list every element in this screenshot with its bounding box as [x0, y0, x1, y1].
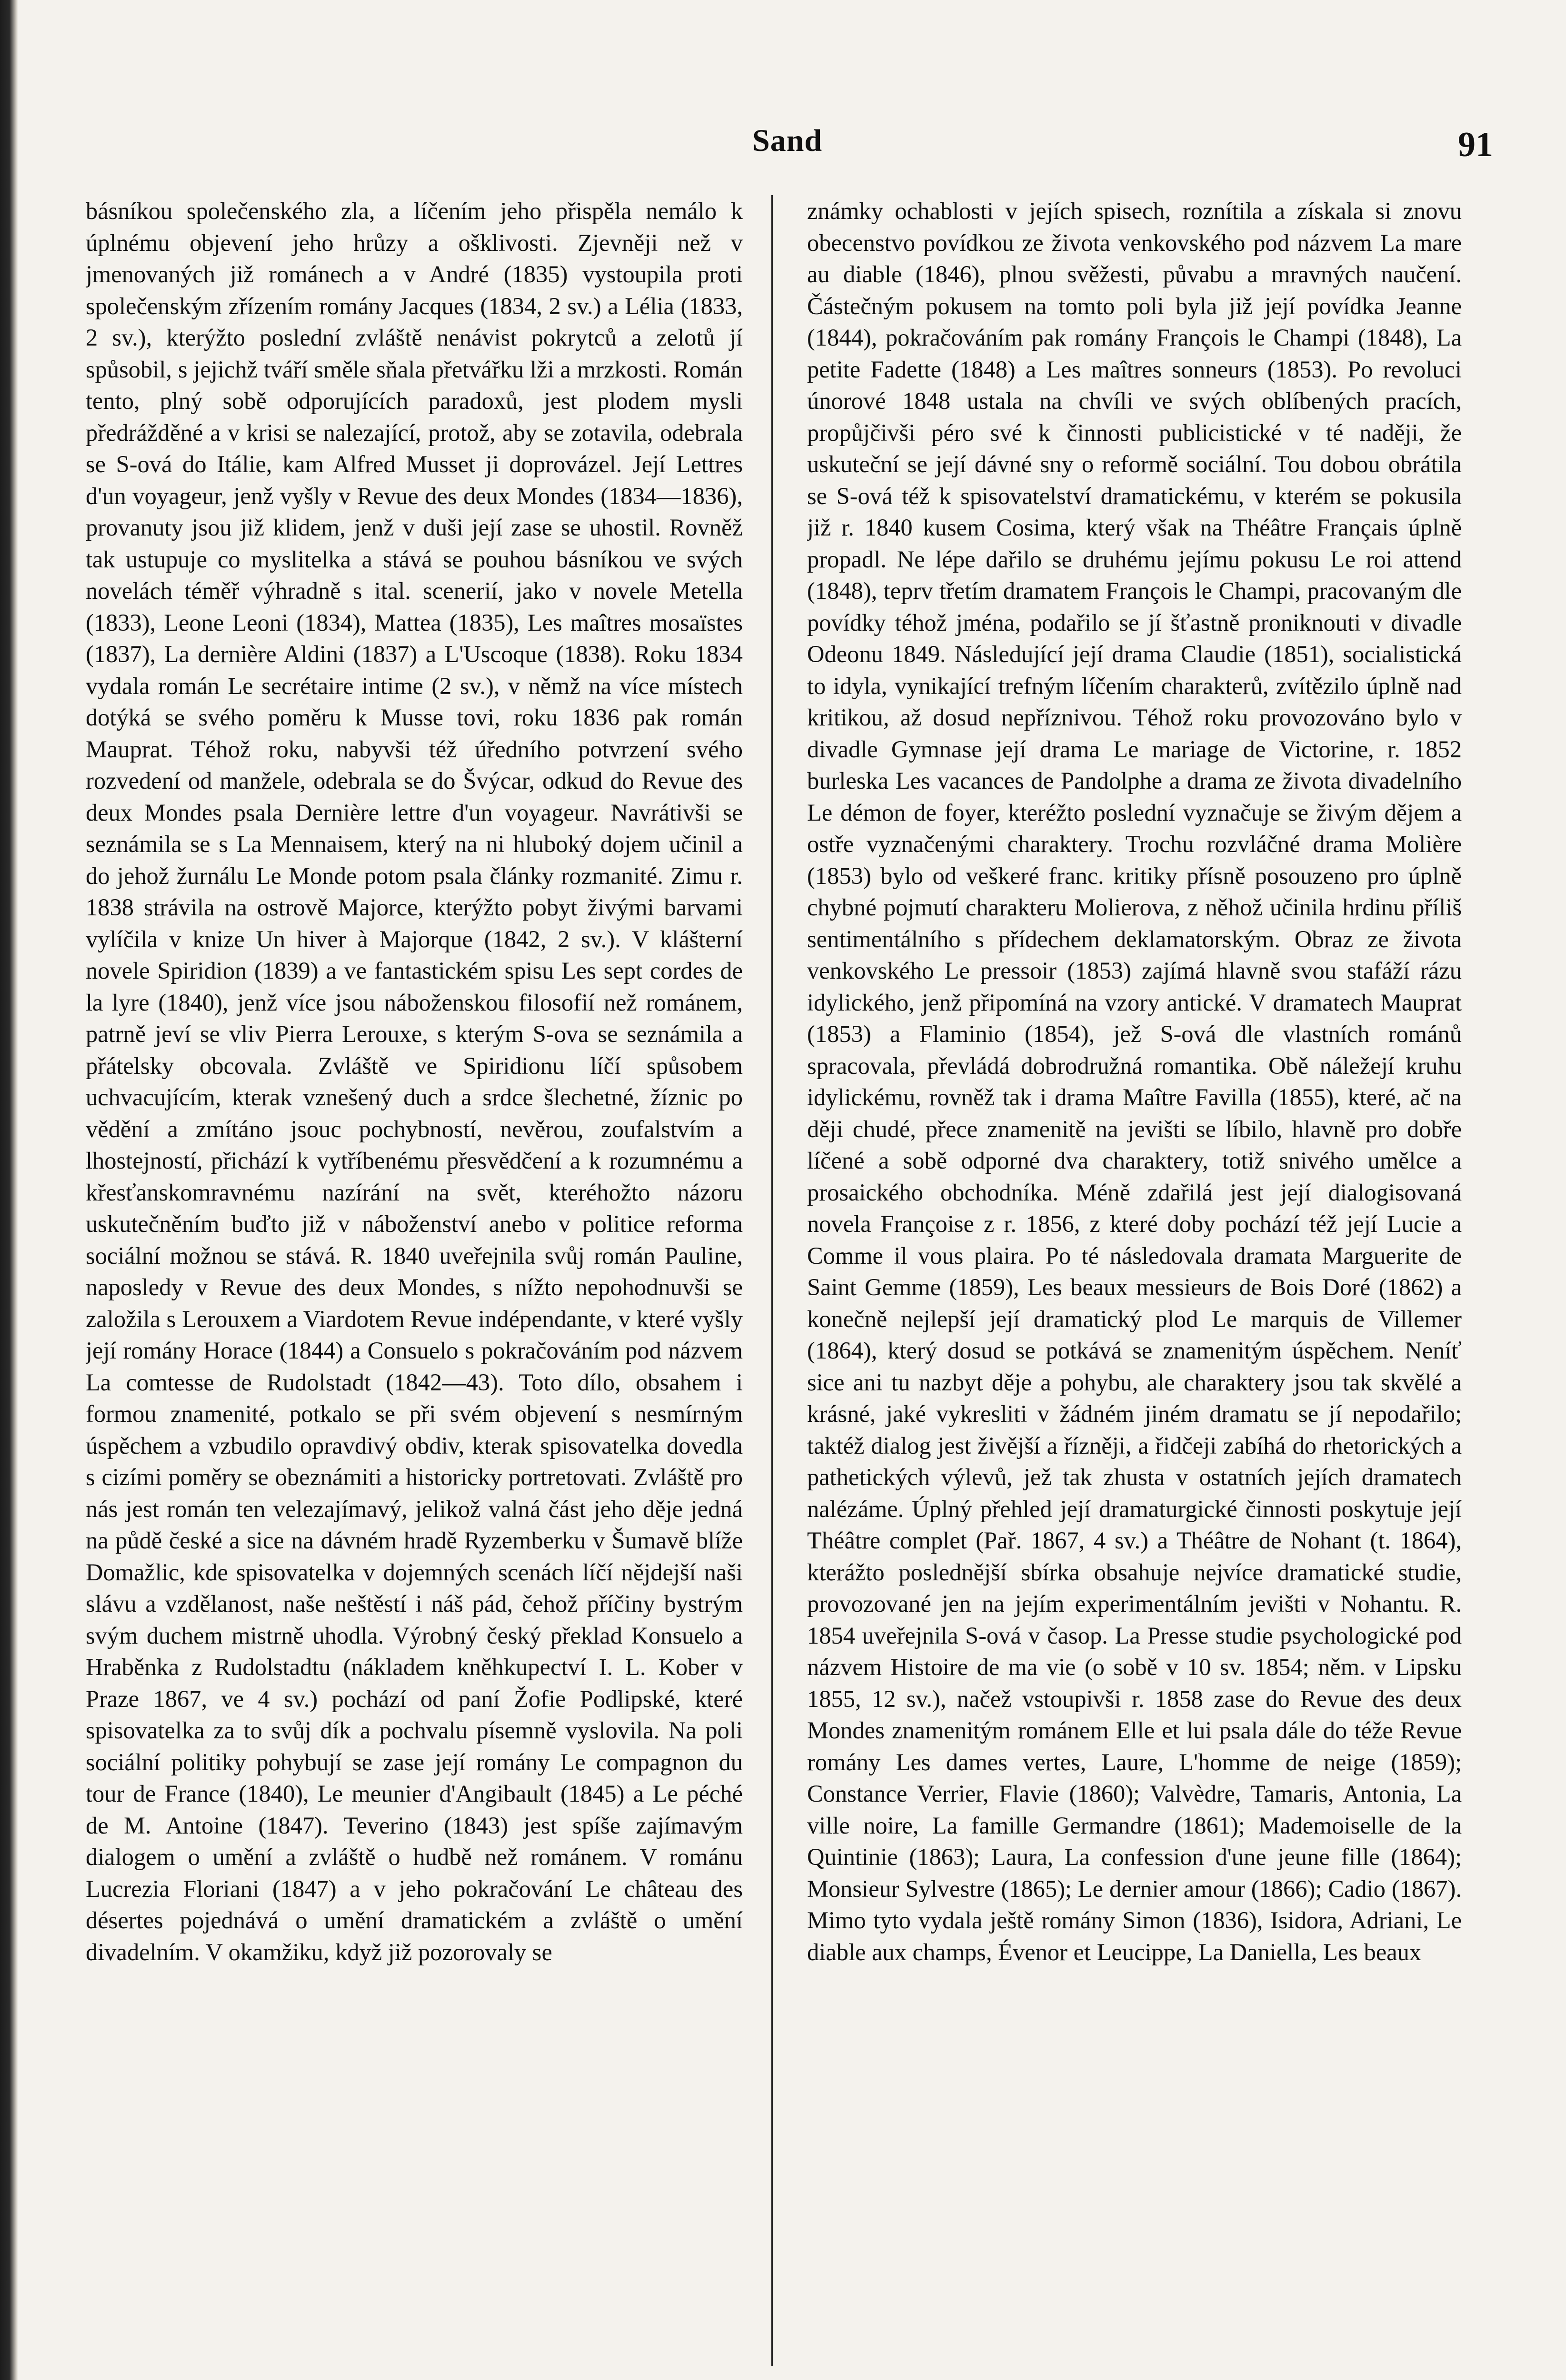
- running-header: Sand: [752, 123, 823, 158]
- left-column-text: básníkou společenského zla, a líčením jeho přispěla nemálo k úplnému objevení jeho hrůzy a ošklivosti. Zjevněji než v jmenovaných již románech a v André (1835) vystoupila proti společenským zřízením romány Jacques (1834, 2 sv.) a Lélia (1833, 2 sv.), kterýžto poslední zvláště nenávist pokrytců a zelotů jí spůsobil, s jejichž tváří směle sňala přetvářku lži a mrzkosti. Román tento, plný sobě odporujících paradoxů, jest plodem mysli předrážděné a v krisi se nalezající, protož, aby se zotavila, odebrala se S-ová do Itálie, kam Alfred Musset ji doprovázel. Její Lettres d'un voyageur, jenž vyšly v Revue des deux Mondes (1834—1836), provanuty jsou již klidem, jenž v duši její zase se uhostil. Rovněž tak ustupuje co myslitelka a stává se pouhou básníkou ve svých novelách téměř výhradně s ital. scenerií, jako v novele Metella (1833), Leone Leoni (1834), Mattea (1835), Les maîtres mosaïstes (1837), La dernière Aldini (1837) a L'Uscoque (1838). Roku 1834 vydala román Le secrétaire intime (2 sv.), v němž na více místech dotýká se svého poměru k Musse tovi, roku 1836 pak román Mauprat. Téhož roku, nabyvši též úředního potvrzení svého rozvedení od manžele, odebrala se do Švýcar, odkud do Revue des deux Mondes psala Dernière lettre d'un voyageur. Navrátivši se seznámila se s La Mennaisem, který na ni hluboký dojem učinil a do jehož žurnálu Le Monde potom psala články rozmanité. Zimu r. 1838 strávila na ostrově Majorce, kterýžto pobyt živými barvami vylíčila v knize Un hiver à Majorque (1842, 2 sv.). V klášterní novele Spiridion (1839) a ve fantastickém spisu Les sept cordes de la lyre (1840), jenž více jsou náboženskou filosofií než románem, patrně jeví se vliv Pierra Lerouxe, s kterým S-ova se seznámila a přátelsky obcovala. Zvláště ve Spiridionu líčí spůsobem uchvacujícím, kterak vznešený duch a srdce šlechetné, žíznic po vědění a zmítáno jsouc pochybností, nevěrou, zoufalstvím a lhostejností, přichází k vytříbenému přesvědčení a k rozumnému a křesťanskomravnému nazírání na svět, kteréhožto názoru uskutečněním buďto již v náboženství anebo v politice reforma sociální možnou se stává. R. 1840 uveřejnila svůj román Pauline, naposledy v Revue des deux Mondes, s nížto nepohodnuvši se založila s Lerouxem a Viardotem Revue indépendante, v které vyšly její romány Horace (1844) a Consuelo s pokračováním pod názvem La comtesse de Rudolstadt (1842—43). Toto dílo, obsahem i formou znamenité, potkalo se při svém objevení s nesmírným úspěchem a vzbudilo opravdivý obdiv, kterak spisovatelka dovedla s cizími poměry se obeznámiti a historicky portretovati. Zvláště pro nás jest román ten velezajímavý, jelikož valná část jeho děje jedná na půdě české a sice na dávném hradě Ryzemberku v Šumavě blíže Domažlic, kde spisovatelka v dojemných scenách líčí nějdejší naši slávu a vzdělanost, naše neštěstí i náš pád, čehož příčiny bystrým svým duchem mistrně uhodla. Výrobný český překlad Konsuelo a Hraběnka z Rudolstadtu (nákladem kněhkupectví I. L. Kober v Praze 1867, ve 4 sv.) pochází od paní Žofie Podlipské, které spisovatelka za to svůj dík a pochvalu písemně vyslovila. Na poli sociální politiky pohybují se zase její romány Le compagnon du tour de France (1840), Le meunier d'Angibault (1845) a Le péché de M. Antoine (1847). Teverino (1843) jest spíše zajímavým dialogem o umění a zvláště o hudbě než románem. V románu Lucrezia Floriani (1847) a v jeho pokračování Le château des désertes pojednává o umění dramatickém a zvláště o umění divadelním. V okamžiku, když již pozorovaly se: [86, 198, 743, 1965]
- column-divider: [771, 195, 773, 2366]
- page-number: 91: [1458, 125, 1493, 164]
- right-column-text: známky ochablosti v jejích spisech, roznítila a získala si znovu obecenstvo povídkou ze života venkovského pod názvem La mare au diable (1846), plnou svěžesti, půvabu a mravných naučení. Částečným pokusem na tomto poli byla již její povídka Jeanne (1844), pokračováním pak romány François le Champi (1848), La petite Fadette (1848) a Les maîtres sonneurs (1853). Po revoluci únorové 1848 ustala na chvíli ve svých oblíbených pracích, propůjčivši péro své k činnosti publicistické v té naději, že uskuteční se její dávné sny o reformě sociální. Tou dobou obrátila se S-ová též k spisovatelství dramatickému, v kterém se pokusila již r. 1840 kusem Cosima, který však na Théâtre Français úplně propadl. Ne lépe dařilo se druhému jejímu pokusu Le roi attend (1848), teprv třetím dramatem François le Champi, pracovaným dle povídky téhož jména, podařilo se jí šťastně proniknouti v divadle Odeonu 1849. Následující její drama Claudie (1851), socialistická to idyla, vynikající trefným líčením charakterů, zvítězilo úplně nad kritikou, až dosud nepříznivou. Téhož roku provozováno bylo v divadle Gymnase její drama Le mariage de Victorine, r. 1852 burleska Les vacances de Pandolphe a drama ze života divadelního Le démon de foyer, kteréžto poslední vyznačuje se živým dějem a ostře vyznačenými charaktery. Trochu rozvláčné drama Molière (1853) bylo od veškeré franc. kritiky přísně posouzeno pro úplně chybné pojmutí charakteru Molierova, z něhož učinila hrdinu příliš sentimentálního s přídechem deklamatorským. Obraz ze života venkovského Le pressoir (1853) zajímá hlavně svou stafáží rázu idylického, jenž připomíná na vzory antické. V dramatech Mauprat (1853) a Flaminio (1854), jež S-ová dle vlastních románů spracovala, převládá dobrodružná romantika. Obě náležejí kruhu idylickému, rovněž tak i drama Maître Favilla (1855), které, ač na ději chudé, přece znamenitě na jevišti se líbilo, hlavně pro dobře líčené a sobě odporné dva charaktery, totiž snivého umělce a prosaického obchodníka. Méně zdařilá jest její dialogisovaná novela Françoise z r. 1856, z které doby pochází též její Lucie a Comme il vous plaira. Po té následovala dramata Marguerite de Saint Gemme (1859), Les beaux messieurs de Bois Doré (1862) a konečně nejlepší její dramatický plod Le marquis de Villemer (1864), který dosud se potkává se znamenitým úspěchem. Neníť sice ani tu nazbyt děje a pohybu, ale charaktery jsou tak skvělé a krásné, jaké vykresliti v žádném jiném dramatu se jí nepodařilo; taktéž dialog jest živější a řízněji, a řidčeji zabíhá do rhetorických a pathetických výlevů, jež tak zhusta v ostatních jejích dramatech nalézáme. Úplný přehled její dramaturgické činnosti poskytuje její Théâtre complet (Pař. 1867, 4 sv.) a Théâtre de Nohant (t. 1864), kterážto poslednější sbírka obsahuje nejvíce dramatické studie, provozované jen na jejím experimentálním jevišti v Nohantu. R. 1854 uveřejnila S-ová v časop. La Presse studie psychologické pod názvem Histoire de ma vie (o sobě v 10 sv. 1854; něm. v Lipsku 1855, 12 sv.), načež vstoupivši r. 1858 zase do Revue des deux Mondes znamenitým románem Elle et lui psala dále do téže Revue romány Les dames vertes, Laure, L'homme de neige (1859); Constance Verrier, Flavie (1860); Valvèdre, Tamaris, Antonia, La ville noire, La famille Germandre (1861); Mademoiselle de la Quintinie (1863); Laura, La confession d'une jeune fille (1864); Monsieur Sylvestre (1865); Le dernier amour (1866); Cadio (1867). Mimo tyto vydala ještě romány Simon (1836), Isidora, Adriani, Le diable aux champs, Évenor et Leucippe, La Daniella, Les beaux: [807, 198, 1462, 1965]
- text-column-right: [807, 195, 1462, 2366]
- text-column-left: [86, 195, 743, 2366]
- page-binding-edge: [0, 0, 18, 2380]
